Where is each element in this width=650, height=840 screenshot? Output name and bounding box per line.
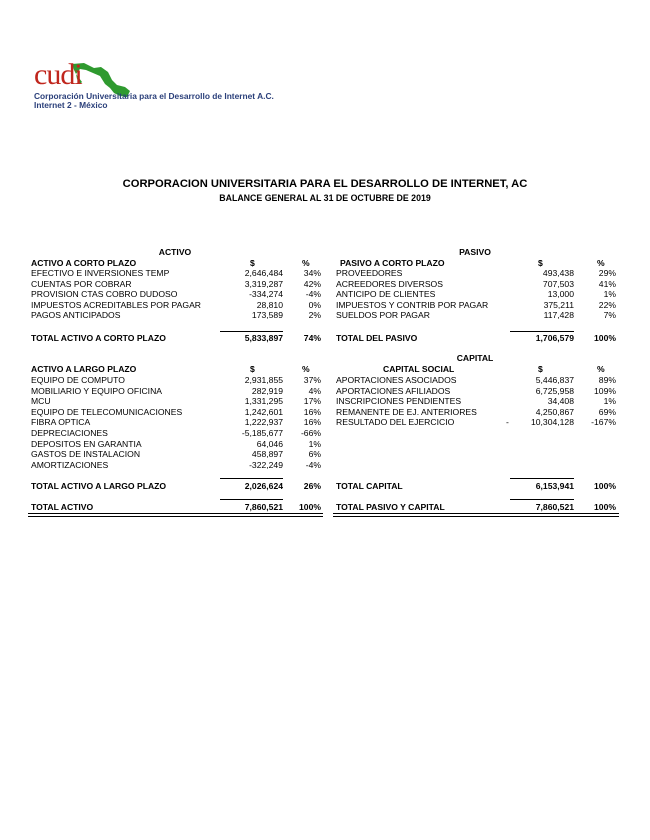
row-label: PROVISION CTAS COBRO DUDOSO xyxy=(31,289,178,300)
row-pct: 7% xyxy=(603,310,616,321)
row-label: IMPUESTOS Y CONTRIB POR PAGAR xyxy=(336,299,489,310)
row-pct: 42% xyxy=(303,278,321,289)
row-amount: 2,931,855 xyxy=(244,375,283,385)
pasivo-corto-col-amount: $ xyxy=(538,258,543,268)
row-label: RESULTADO DEL EJERCICIO xyxy=(336,417,455,428)
pasivo-total-amount: 1,706,579 xyxy=(535,333,574,343)
row-pct: -66% xyxy=(300,428,321,438)
activo-largo-heading: ACTIVO A LARGO PLAZO xyxy=(31,364,137,374)
capital-header: CAPITAL xyxy=(456,353,494,363)
grand-total-top-rule xyxy=(510,499,574,500)
logo-wordmark: cudi xyxy=(34,58,82,91)
logo-subtitle: Internet 2 - México xyxy=(34,100,108,110)
row-amount: 375,211 xyxy=(543,299,574,310)
grand-total-amount: 7,860,521 xyxy=(535,502,574,512)
row-amount: 5,446,837 xyxy=(535,375,574,385)
row-label: APORTACIONES ASOCIADOS xyxy=(336,375,457,385)
row-label: ACREEDORES DIVERSOS xyxy=(336,278,443,289)
row-pct: 1% xyxy=(603,289,616,300)
row-amount: -334,274 xyxy=(249,289,283,300)
row-amount: 1,222,937 xyxy=(244,417,283,428)
grand-total-underline-1 xyxy=(333,513,619,514)
row-label: EQUIPO DE TELECOMUNICACIONES xyxy=(31,406,183,417)
row-amount: 10,304,128 xyxy=(530,417,574,428)
row-pct: -4% xyxy=(305,289,321,300)
activo-largo-total-amount: 2,026,624 xyxy=(244,481,283,491)
activo-corto-rule xyxy=(220,331,283,332)
row-pct: 6% xyxy=(308,449,321,460)
row-label: MCU xyxy=(31,396,51,407)
capital-social-heading: CAPITAL SOCIAL xyxy=(383,364,455,374)
row-amount: 6,725,958 xyxy=(535,385,574,396)
activo-largo-rule xyxy=(220,478,283,479)
row-label: EQUIPO DE COMPUTO xyxy=(31,375,125,385)
row-amount: 173,589 xyxy=(251,310,283,321)
row-amount: 2,646,484 xyxy=(244,268,283,278)
row-amount: 282,919 xyxy=(251,385,283,396)
row-sign: - xyxy=(506,417,509,428)
report-title: CORPORACION UNIVERSITARIA PARA EL DESARROLLO DE INTERNET, AC xyxy=(122,178,528,190)
capital-col-pct: % xyxy=(597,364,605,374)
activo-corto-heading: ACTIVO A CORTO PLAZO xyxy=(31,258,137,268)
row-amount: 3,319,287 xyxy=(244,278,283,289)
row-pct: 29% xyxy=(598,268,616,278)
row-amount: 13,000 xyxy=(547,289,574,300)
row-pct: -4% xyxy=(305,459,321,470)
row-pct: -167% xyxy=(591,417,616,428)
pasivo-total-pct: 100% xyxy=(594,333,616,343)
pasivo-total-label: TOTAL DEL PASIVO xyxy=(336,333,418,343)
row-label: DEPRECIACIONES xyxy=(31,428,108,438)
row-pct: 69% xyxy=(598,406,616,417)
grand-total-pct: 100% xyxy=(594,502,616,512)
row-pct: 16% xyxy=(303,406,321,417)
capital-total-pct: 100% xyxy=(594,481,616,491)
row-amount: 117,428 xyxy=(543,310,574,321)
activo-total-top-rule xyxy=(220,499,283,500)
activo-corto-col-pct: % xyxy=(302,258,310,268)
capital-total-amount: 6,153,941 xyxy=(535,481,574,491)
activo-total-underline-1 xyxy=(28,513,323,514)
row-amount: 707,503 xyxy=(542,278,574,289)
row-amount: 34,408 xyxy=(547,396,574,407)
activo-corto-total-pct: 74% xyxy=(303,333,321,343)
activo-total-underline-2 xyxy=(28,516,323,517)
row-amount: 64,046 xyxy=(256,438,283,449)
row-label: ANTICIPO DE CLIENTES xyxy=(336,289,436,300)
row-pct: 16% xyxy=(303,417,321,428)
grand-total-label: TOTAL PASIVO Y CAPITAL xyxy=(336,502,445,512)
row-pct: 34% xyxy=(303,268,321,278)
row-amount: -5,185,677 xyxy=(241,428,283,438)
pasivo-corto-col-pct: % xyxy=(597,258,605,268)
activo-total-pct: 100% xyxy=(299,502,321,512)
row-label: PAGOS ANTICIPADOS xyxy=(31,310,121,321)
pasivo-header: PASIVO xyxy=(459,247,491,257)
row-pct: 2% xyxy=(308,310,321,321)
row-label: FIBRA OPTICA xyxy=(31,417,91,428)
row-label: INSCRIPCIONES PENDIENTES xyxy=(336,396,462,407)
capital-total-rule xyxy=(510,478,574,479)
row-amount: 493,438 xyxy=(542,268,574,278)
row-amount: 1,331,295 xyxy=(244,396,283,407)
row-pct: 17% xyxy=(303,396,321,407)
row-amount: -322,249 xyxy=(249,459,283,470)
report-subtitle: BALANCE GENERAL AL 31 DE OCTUBRE DE 2019 xyxy=(219,193,431,203)
activo-corto-total-amount: 5,833,897 xyxy=(244,333,283,343)
pasivo-total-rule xyxy=(510,331,574,332)
activo-largo-col-pct: % xyxy=(302,364,310,374)
row-amount: 1,242,601 xyxy=(244,406,283,417)
row-label: DEPOSITOS EN GARANTIA xyxy=(31,438,142,449)
row-label: EFECTIVO E INVERSIONES TEMP xyxy=(31,268,170,278)
row-label: AMORTIZACIONES xyxy=(31,459,109,470)
activo-largo-total-pct: 26% xyxy=(303,481,321,491)
logo-org-name: Corporación Universitaria para el Desarrollo de Internet A.C. xyxy=(34,91,274,101)
row-label: SUELDOS POR PAGAR xyxy=(336,310,430,321)
row-pct: 41% xyxy=(598,278,616,289)
grand-total-underline-2 xyxy=(333,516,619,517)
row-label: REMANENTE DE EJ. ANTERIORES xyxy=(336,406,477,417)
capital-total-label: TOTAL CAPITAL xyxy=(336,481,403,491)
activo-largo-total-label: TOTAL ACTIVO A LARGO PLAZO xyxy=(31,481,167,491)
row-pct: 37% xyxy=(303,375,321,385)
pasivo-corto-heading: PASIVO A CORTO PLAZO xyxy=(340,258,445,268)
row-label: MOBILIARIO Y EQUIPO OFICINA xyxy=(31,385,163,396)
row-label: GASTOS DE INSTALACION xyxy=(31,449,141,460)
activo-total-amount: 7,860,521 xyxy=(244,502,283,512)
activo-largo-col-amount: $ xyxy=(250,364,255,374)
row-pct: 22% xyxy=(598,299,616,310)
row-amount: 458,897 xyxy=(251,449,283,460)
row-amount: 4,250,867 xyxy=(535,406,574,417)
row-pct: 109% xyxy=(594,385,616,396)
activo-corto-total-label: TOTAL ACTIVO A CORTO PLAZO xyxy=(31,333,166,343)
row-pct: 4% xyxy=(308,385,321,396)
activo-header: ACTIVO xyxy=(158,247,192,257)
row-label: PROVEEDORES xyxy=(336,268,403,278)
row-pct: 0% xyxy=(308,299,321,310)
row-label: APORTACIONES AFILIADOS xyxy=(336,385,451,396)
activo-corto-col-amount: $ xyxy=(250,258,255,268)
capital-col-amount: $ xyxy=(538,364,543,374)
row-label: CUENTAS POR COBRAR xyxy=(31,278,132,289)
row-pct: 89% xyxy=(598,375,616,385)
row-amount: 28,810 xyxy=(256,299,283,310)
activo-total-label: TOTAL ACTIVO xyxy=(31,502,94,512)
row-pct: 1% xyxy=(603,396,616,407)
row-pct: 1% xyxy=(308,438,321,449)
row-label: IMPUESTOS ACREDITABLES POR PAGAR xyxy=(31,299,202,310)
